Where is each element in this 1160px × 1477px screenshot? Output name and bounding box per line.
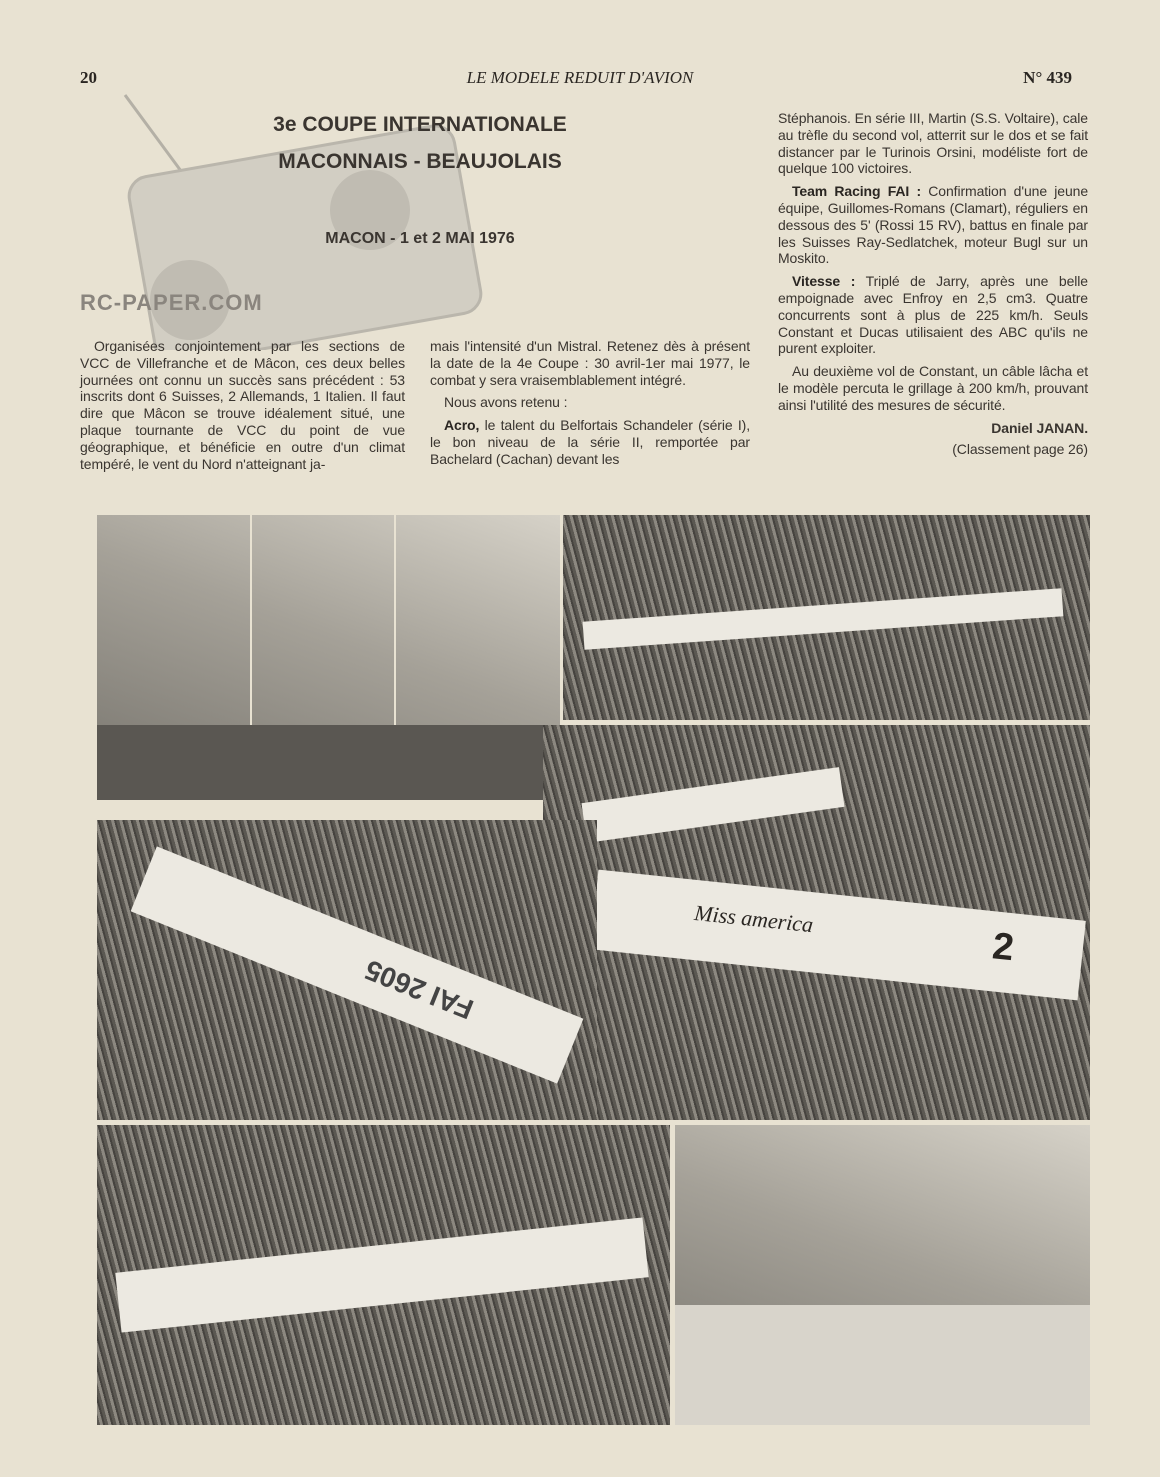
paragraph: Nous avons retenu : — [444, 394, 568, 411]
column-2 — [430, 338, 750, 474]
photo-pilot-sequence — [97, 515, 560, 800]
section-text: Confirmation d'une jeune équipe, Guillomes-Romans (Clamart), réguliers en dessous des 5' (Rossi 15 RV), battus en finale par les Suisses Ray-Sedlatchek, moteur Bugl sur un Moskito. — [778, 183, 1089, 267]
photo-pilots-walking — [675, 1125, 1090, 1425]
photo-miss-america-planes — [543, 725, 1090, 1120]
paragraph: mais l'intensité d'un Mistral. Retenez dès à présent la date de la 4e Coupe : 30 avril-1er mai 1977, le combat y sera vraisemblablement intégré. — [430, 338, 750, 388]
plane-marking: Miss america — [693, 899, 815, 938]
section-text: le talent du Belfortais Schandeler (série I), le bon niveau de la série II, remportée par Bachelard (Cachan) devant les — [430, 417, 750, 467]
issue-number: N° 439 — [1023, 68, 1072, 87]
section-label: Team Racing FAI : — [792, 183, 922, 200]
column-3 — [778, 110, 1088, 458]
paragraph-team-racing — [778, 183, 1088, 267]
photo-crashed-plane — [97, 1125, 670, 1425]
paragraph: Stéphanois. En série III, Martin (S.S. Voltaire), cale au trèfle du second vol, atterrit sur le dos et se fait distancer par le Turinois Orsini, modéliste fort de quelque 100 victoires. — [778, 110, 1088, 177]
photo-fai-plane — [97, 820, 597, 1120]
watermark: RC-PAPER.COM — [80, 290, 263, 315]
article-title-line2: MACONNAIS - BEAUJOLAIS — [278, 150, 562, 173]
page-number: 20 — [80, 68, 97, 87]
ranking-reference: (Classement page 26) — [952, 441, 1088, 458]
section-label: Acro, — [444, 417, 480, 434]
paragraph: Organisées conjointement par les sections de VCC de Villefranche et de Mâcon, ces deux belles journées ont connu un succès sans précédent : 53 inscrits dont 6 Suisses, 2 Allemands, 1 Italien. Il faut dire que Mâcon se trouve idéalement situé, une plaque tournante de VCC du point de vue géographique, et bénéficie en outre d'un climat tempéré, le vent du Nord n'atteignant ja- — [80, 338, 405, 472]
paragraph: Au deuxième vol de Constant, un câble lâcha et le modèle percuta le grillage à 200 km/h, prouvant ainsi l'utilité des mesures de sécurité. — [778, 363, 1088, 413]
article-title-line1: 3e COUPE INTERNATIONALE — [273, 113, 567, 136]
column-1 — [80, 338, 405, 478]
magazine-title: LE MODELE REDUIT D'AVION — [466, 68, 694, 87]
paragraph-acro — [430, 417, 750, 467]
section-label: Vitesse : — [792, 273, 856, 290]
plane-marking: FAI 2605 — [360, 953, 478, 1026]
photo-plane-on-grass — [563, 515, 1090, 720]
paragraph-vitesse — [778, 273, 1088, 357]
author-signature: Daniel JANAN. — [991, 419, 1088, 436]
plane-number: 2 — [990, 925, 1016, 970]
section-text: Triplé de Jarry, après une belle empoignade avec Enfroy en 2,5 cm3. Quatre concurrents sont à plus de 225 km/h. Seuls Constant et Ducas utilisaient des ABC qu'ils ne purent exploiter. — [778, 273, 1088, 357]
article-subtitle: MACON - 1 et 2 MAI 1976 — [325, 230, 515, 247]
